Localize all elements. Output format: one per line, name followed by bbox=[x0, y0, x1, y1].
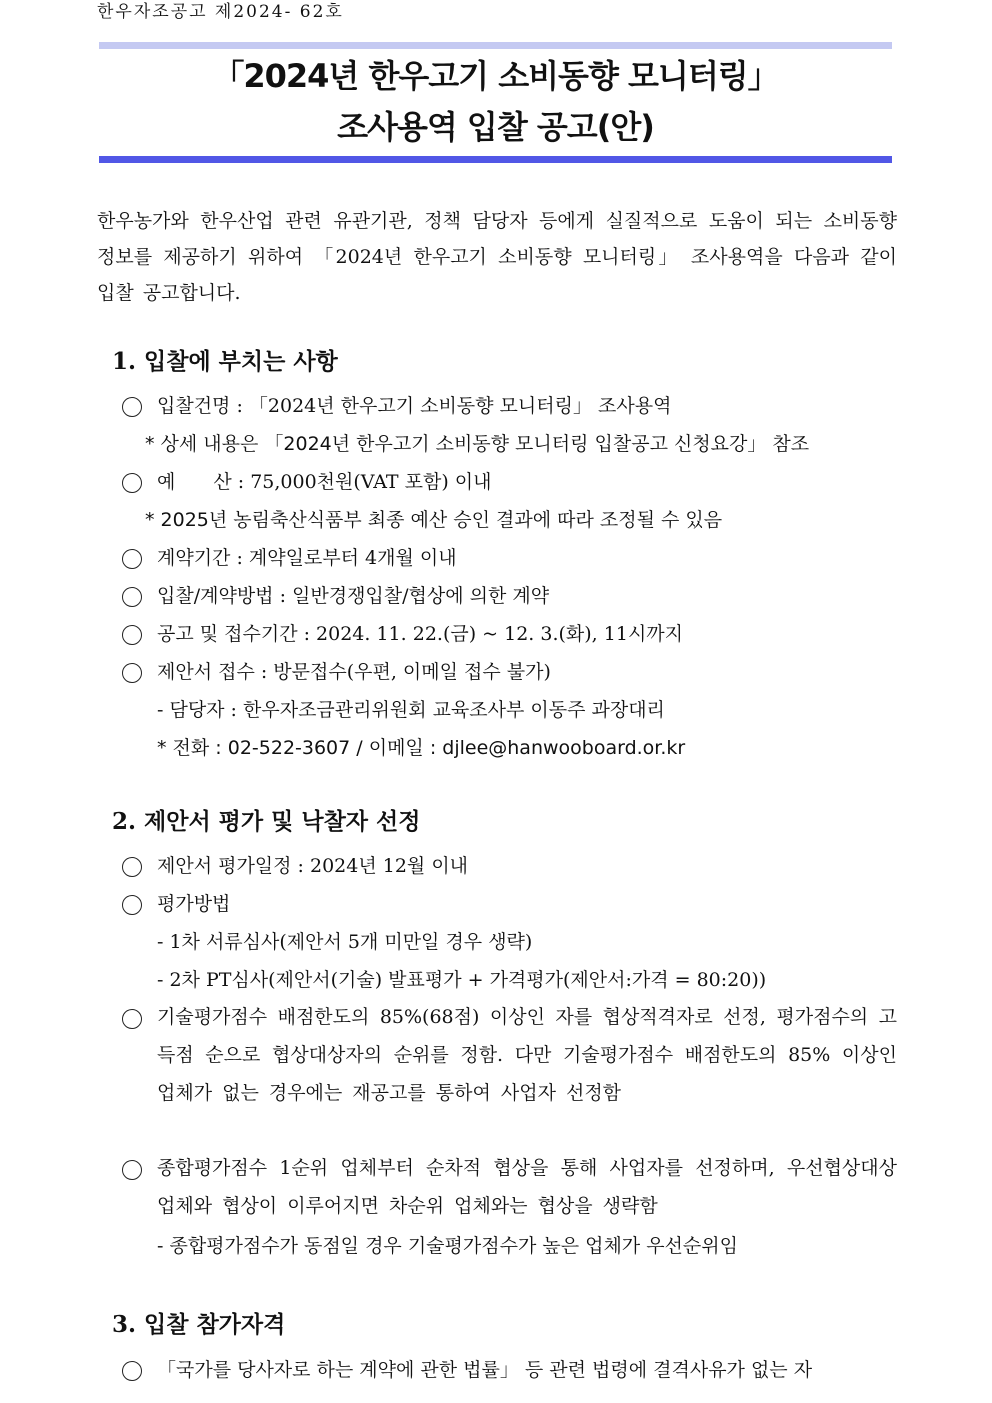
eval-schedule: 제안서 평가일정 : 2024년 12월 이내 bbox=[157, 855, 469, 877]
eval-stage-2: - 2차 PT심사(제안서(기술) 발표평가 + 가격평가(제안서:가격 = 80:20)) bbox=[157, 969, 767, 991]
title-bottom-rule bbox=[99, 156, 892, 163]
bullet-circle-icon bbox=[122, 549, 142, 569]
notice-period: 공고 및 접수기간 : 2024. 11. 22.(금) ~ 12. 3.(화), 11시까지 bbox=[157, 623, 684, 645]
bullet-circle-icon bbox=[122, 1361, 142, 1381]
bullet-circle-icon bbox=[122, 625, 142, 645]
eligibility-item-1: 「국가를 당사자로 하는 계약에 관한 법률」 등 관련 법령에 결격사유가 없는 자 bbox=[157, 1359, 813, 1381]
bid-name: 입찰건명 : 「2024년 한우고기 소비동향 모니터링」 조사용역 bbox=[157, 395, 672, 417]
bullet-circle-icon bbox=[122, 473, 142, 493]
bid-name-note: * 상세 내용은 「2024년 한우고기 소비동향 모니터링 입찰공고 신청요강」 참조 bbox=[145, 433, 810, 455]
contract-period: 계약기간 : 계약일로부터 4개월 이내 bbox=[157, 547, 457, 569]
title-top-rule bbox=[99, 42, 892, 49]
bullet-circle-icon bbox=[122, 857, 142, 877]
bullet-circle-icon bbox=[122, 895, 142, 915]
submission: 제안서 접수 : 방문접수(우편, 이메일 접수 불가) bbox=[157, 661, 551, 683]
section-3-heading: 3. 입찰 참가자격 bbox=[112, 1311, 286, 1338]
bullet-circle-icon bbox=[122, 663, 142, 683]
contact-phone-email: * 전화 : 02-522-3607 / 이메일 : djlee@hanwooboard.or.kr bbox=[157, 737, 686, 759]
eval-method: 평가방법 bbox=[157, 893, 231, 915]
intro-paragraph: 한우농가와 한우산업 관련 유관기관, 정책 담당자 등에게 실질적으로 도움이 되는 소비동향 정보를 제공하기 위하여 「2024년 한우고기 소비동향 모니터링」 조사용역을 다음과 같이 입찰 공고합니다. bbox=[97, 210, 897, 304]
title-line-1: 「2024년 한우고기 소비동향 모니터링」 bbox=[212, 57, 779, 95]
bullet-circle-icon bbox=[122, 397, 142, 417]
bullet-circle-icon bbox=[122, 1009, 142, 1029]
bullet-circle-icon bbox=[122, 1160, 142, 1180]
title-line-2: 조사용역 입찰 공고(안) bbox=[337, 108, 654, 146]
bid-method: 입찰/계약방법 : 일반경쟁입찰/협상에 의한 계약 bbox=[157, 585, 550, 607]
total-score-rule: 종합평가점수 1순위 업체부터 순차적 협상을 통해 사업자를 선정하며, 우선협상대상 업체와 협상이 이루어지면 차순위 업체와는 협상을 생략함 bbox=[157, 1157, 897, 1217]
budget-note: * 2025년 농림축산식품부 최종 예산 승인 결과에 따라 조정될 수 있음 bbox=[145, 509, 723, 531]
announcement-number: 한우자조공고 제2024- 62호 bbox=[97, 2, 344, 22]
tech-score-rule: 기술평가점수 배점한도의 85%(68점) 이상인 자를 협상적격자로 선정, 평가점수의 고득점 순으로 협상대상자의 순위를 정함. 다만 기술평가점수 배점한도의 85% 이상인 업체가 없는 경우에는 재공고를 통하여 사업자 선정함 bbox=[157, 1006, 897, 1104]
bullet-circle-icon bbox=[122, 587, 142, 607]
budget: 예 산 : 75,000천원(VAT 포함) 이내 bbox=[157, 471, 492, 493]
section-2-heading: 2. 제안서 평가 및 낙찰자 선정 bbox=[112, 808, 421, 835]
eval-stage-1: - 1차 서류심사(제안서 5개 미만일 경우 생략) bbox=[157, 931, 533, 953]
section-1-heading: 1. 입찰에 부치는 사항 bbox=[112, 348, 338, 375]
tie-rule: - 종합평가점수가 동점일 경우 기술평가점수가 높은 업체가 우선순위임 bbox=[157, 1235, 738, 1257]
contact-person: - 담당자 : 한우자조금관리위원회 교육조사부 이동주 과장대리 bbox=[157, 699, 665, 721]
